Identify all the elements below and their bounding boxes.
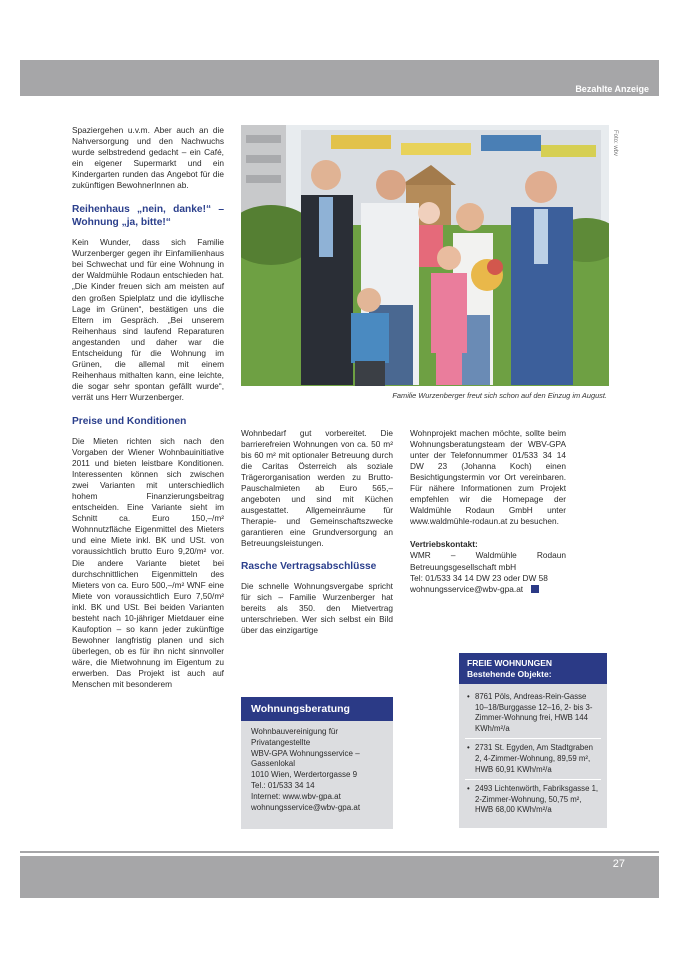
- list-item: • 2493 Lichtenwörth, Fabriksgasse 1, 2-Zimmer-Wohnung, 50,75 m², HWB 68,00 KWh/m²/a: [465, 780, 601, 820]
- beratung-box: [241, 697, 393, 829]
- family-photo: [241, 125, 609, 386]
- list-item: • 2731 St. Egyden, Am Stadtgraben 2, 4-Zimmer-Wohnung, 89,59 m², HWB 60,91 KWh/m²/a: [465, 739, 601, 780]
- beratung-line: WBV-GPA Wohnungsservice – Gassenlokal: [251, 748, 360, 769]
- beratung-line: 1010 Wien, Werdertorgasse 9: [251, 770, 358, 780]
- paragraph-reihenhaus: Kein Wunder, dass sich Familie Wurzenberger gegen ihr Einfamilienhaus bei Schwechat und für eine Wohnung in der Waldmühle Rodaun entschieden hat. „Die Kinder freuen sich am meisten auf den großen Spielplatz und die idyllische Lage im Grünen“, bestätigen uns die Eltern im Gespräch. „Bei unserem Reihenhaus sind laufend Reparaturen angestanden und daher war die Entscheidung für die Wohnung im Grünen, die allemal mit einem Reihenhaus mithalten kann, eine leichte, die sogar sehr spontan gefällt wurde“, verrät uns Herr Wurzenberger.: [72, 237, 224, 402]
- paragraph-kontakt: Wohnprojekt machen möchte, sollte beim Wohnungsberatungsteam der WBV-GPA unter der Telefonnummer 01/533 34 14 DW 23 (Johanna Koch) einen Besichtigungstermin vor Ort vereinbaren. Für nähere Informationen zum Projekt empfehlen wir die Homepage der Waldmühle Rodaun GmbH unter www.waldmühle-rodaun.at zu besuchen.: [410, 428, 566, 527]
- footer-rule: [20, 851, 659, 853]
- footer-band: [20, 856, 659, 898]
- header-band: [20, 60, 659, 96]
- beratung-website-link[interactable]: Internet: www.wbv-gpa.at: [251, 791, 341, 801]
- column-3: [410, 428, 566, 595]
- contact-phone: Tel: 01/533 34 14 DW 23 oder DW 58: [410, 572, 548, 583]
- photo-credit: Foto: wbv: [612, 130, 618, 157]
- beratung-lines: [241, 721, 393, 819]
- contact-label: Vertriebskontakt:: [410, 539, 478, 550]
- contact-email-link[interactable]: wohnungsservice@wbv-gpa.at: [410, 583, 524, 594]
- freie-wohnungen-box: [459, 653, 607, 828]
- paragraph-vertrag: Die schnelle Wohnungsvergabe spricht für sich – Familie Wurzenberger hat bereits als 350. den Mietvertrag unterschrieben. Wer sich selbst ein Bild über das einzigartige: [241, 580, 393, 635]
- column-2: [241, 428, 393, 636]
- paid-ad-label: Bezahlte Anzeige: [575, 84, 649, 94]
- beratung-email-link[interactable]: wohnungsservice@wbv-gpa.at: [251, 802, 361, 812]
- beratung-line: Tel.: 01/533 34 14: [251, 780, 315, 790]
- heading-preise: Preise und Konditionen: [72, 415, 187, 427]
- freie-list: [459, 684, 607, 824]
- end-square-icon: [531, 585, 539, 593]
- column-1: [72, 125, 224, 690]
- freie-title-line2: Bestehende Objekte:: [467, 668, 552, 679]
- beratung-title: Wohnungsberatung: [241, 697, 393, 721]
- beratung-line: Wohnbauvereinigung für Privatangestellte: [251, 727, 339, 747]
- contact-company: WMR – Waldmühle Rodaun Betreuungsgesellschaft mbH: [410, 550, 566, 572]
- paragraph-wohnbedarf: Wohnbedarf gut vorbereitet. Die barrierefreien Wohnungen von ca. 50 m² bis 60 m² mit optionaler Betreuung durch die Caritas Österreich als soziale Trägerorganisation werden zu Brutto-Pauschalmieten ab Euro 565,– angeboten und sind mit Küchen ausgestattet. Allgemeinräume für Therapie- und Gemeinschaftszwecke garantieren eine Grundversorgung an Betreuungsleistungen.: [241, 428, 393, 549]
- intro-paragraph: Spaziergehen u.v.m. Aber auch an die Nahversorgung und den Nachwuchs wurde selbstredend gedacht – ein Café, ein eigener Supermarkt und ein Kindergarten runden das Angebot für die zukünftigen BewohnerInnen ab.: [72, 125, 224, 191]
- photo-caption: Familie Wurzenberger freut sich schon auf den Einzug im August.: [392, 391, 607, 400]
- freie-title-line1: FREIE WOHNUNGEN: [467, 658, 552, 668]
- list-item: • 8761 Pöls, Andreas-Rein-Gasse 10–18/Burggasse 12–16, 2- bis 3-Zimmer-Wohnung frei, HWB 144 KWh/m²/a: [465, 688, 601, 739]
- heading-reihenhaus: Reihenhaus „nein, danke!“ – Wohnung „ja, bitte!“: [72, 204, 224, 229]
- page-number: 27: [612, 858, 625, 870]
- freie-title: [459, 653, 607, 684]
- heading-vertrag: Rasche Vertragsabschlüsse: [241, 560, 377, 572]
- paragraph-preise: Die Mieten richten sich nach den Vorgaben der Wiener Wohnbauinitiative 2011 und bieten leistbare Konditionen. Interessenten können sich zwischen zwei Varianten mit unterschiedlich hohem Finanzierungsbeitrag entscheiden. Eine Variante sieht im Schnitt ca. Euro 150,–/m² Wohnnutzfläche Eigenmittel des Mieters und eine Miete inkl. BK und USt. von voraussichtlich brutto Euro 9,20/m² vor. Die andere Variante bietet bei durchschnittlichen Eigenmitteln des Mieters von ca. Euro 500,–/m² WNF eine Miete von voraussichtlich Euro 7,50/m² inkl. BK und USt. Bei beiden Varianten besteht nach 10-jähriger Mietdauer eine Kaufoption – so kann jeder zukünftige Bewohner langfristig planen und sich überlegen, ob es für ihn nicht sinnvoller wäre, die Mietwohnung im Eigentum zu erwerben. Das Projekt ist auch auf Menschen mit besonderem: [72, 435, 224, 690]
